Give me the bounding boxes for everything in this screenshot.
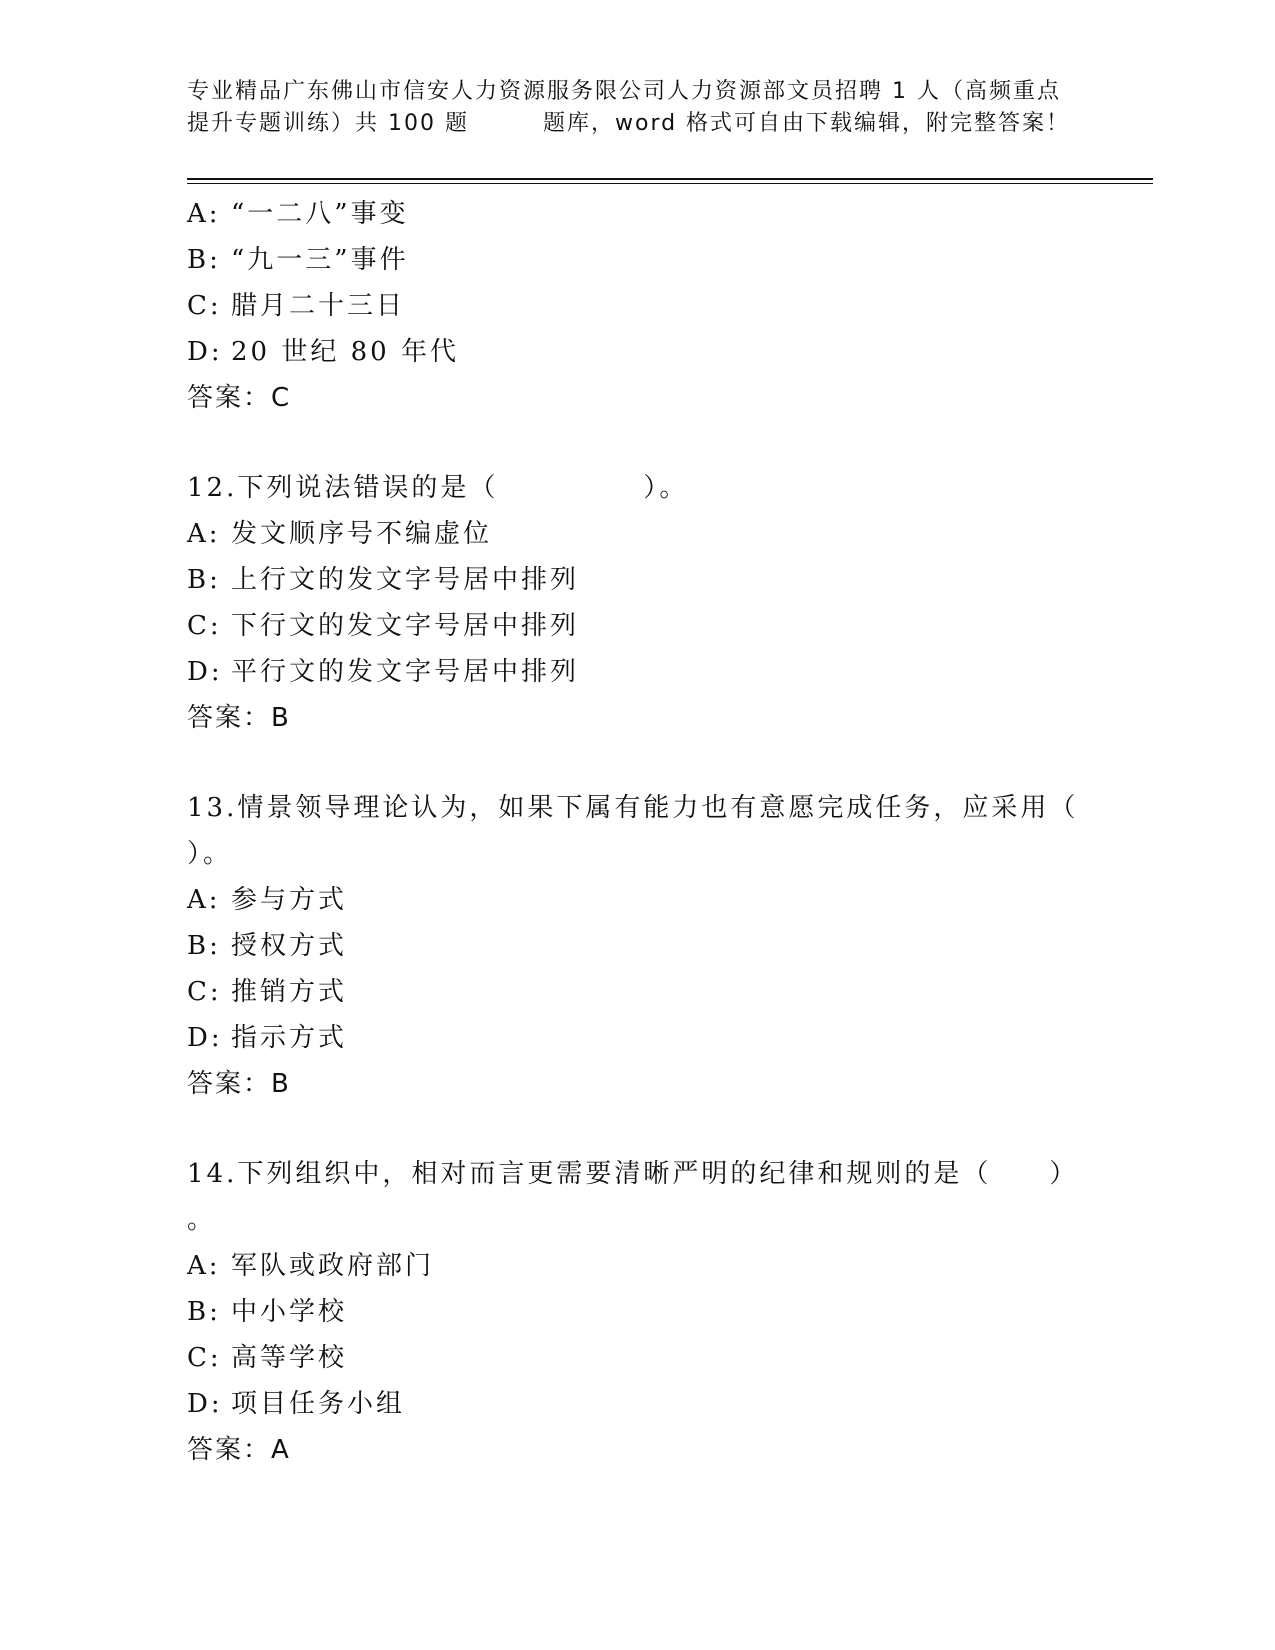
answer: 答案：B xyxy=(187,1069,291,1099)
question-stem-line-2: 。 xyxy=(187,1205,217,1235)
question-13 xyxy=(187,785,1087,1107)
option-a: A: 参与方式 xyxy=(187,885,348,915)
answer: 答案：B xyxy=(187,703,291,733)
option-a: A: 军队或政府部门 xyxy=(187,1251,435,1281)
header-line-2-left: 提升专题训练）共 100 题 xyxy=(187,111,469,136)
option-b: B: 上行文的发文字号居中排列 xyxy=(187,565,580,595)
option-d: D: 指示方式 xyxy=(187,1023,348,1053)
option-a: A: 发文顺序号不编虚位 xyxy=(187,519,493,549)
option-b: B: “九一三”事件 xyxy=(187,245,409,275)
option-c: C: 推销方式 xyxy=(187,977,348,1007)
header-divider-thick xyxy=(187,178,1153,180)
question-stem-line-1: 14.下列组织中，相对而言更需要清晰严明的纪律和规则的是（ ） xyxy=(187,1159,1079,1189)
question-12 xyxy=(187,465,1087,741)
question-list xyxy=(187,191,1087,1473)
option-d: D: 平行文的发文字号居中排列 xyxy=(187,657,580,687)
option-c: C: 高等学校 xyxy=(187,1343,348,1373)
option-d: D: 项目任务小组 xyxy=(187,1389,406,1419)
option-b: B: 授权方式 xyxy=(187,931,348,961)
header-line-1: 专业精品广东佛山市信安人力资源服务限公司人力资源部文员招聘 1 人（高频重点 xyxy=(187,79,1061,104)
option-c: C: 腊月二十三日 xyxy=(187,291,406,321)
question-11-tail xyxy=(187,191,1087,421)
question-stem-line-2: ）。 xyxy=(187,839,233,869)
header-divider-thin xyxy=(187,183,1153,184)
header-line-2 xyxy=(187,108,1087,140)
question-stem: 12.下列说法错误的是（ ）。 xyxy=(187,473,689,503)
header-line-2-right: 题库，word 格式可自由下载编辑，附完整答案！ xyxy=(542,111,1071,136)
option-c: C: 下行文的发文字号居中排列 xyxy=(187,611,580,641)
question-stem-line-1: 13.情景领导理论认为，如果下属有能力也有意愿完成任务，应采用（ xyxy=(187,793,1079,823)
option-d: D: 20 世纪 80 年代 xyxy=(187,337,459,367)
answer: 答案：C xyxy=(187,383,292,413)
option-b: B: 中小学校 xyxy=(187,1297,348,1327)
option-a: A: “一二八”事变 xyxy=(187,199,409,229)
answer: 答案：A xyxy=(187,1435,291,1465)
question-14 xyxy=(187,1151,1087,1473)
document-header xyxy=(187,76,1087,140)
